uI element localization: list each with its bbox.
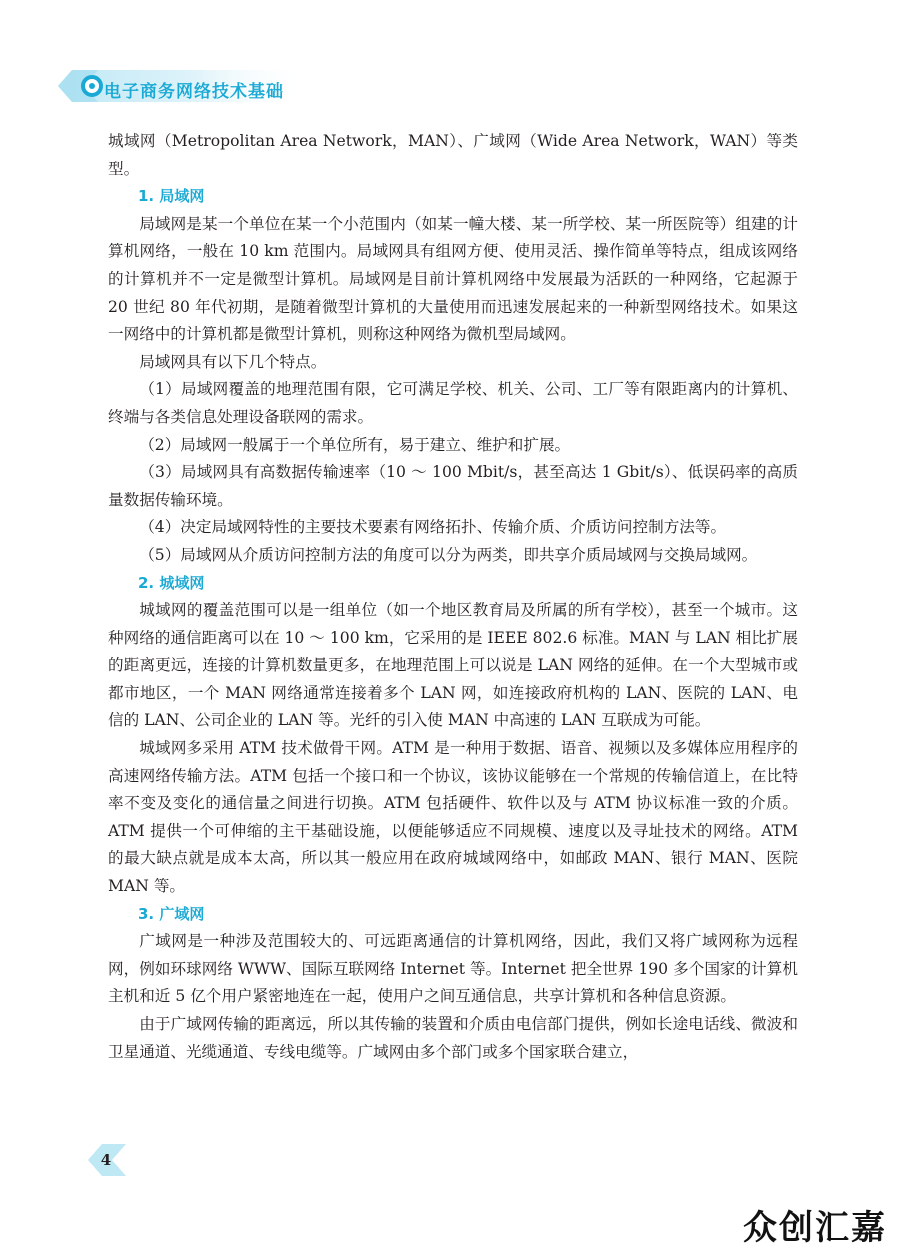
paragraph: 局域网是某一个单位在某一个小范围内（如某一幢大楼、某一所学校、某一所医院等）组建的计算机网络，一般在 10 km 范围内。局域网具有组网方便、使用灵活、操作简单等特点，组成该网络的计算机并不一定是微型计算机。局域网是目前计算机网络中发展最为活跃的一种网络，它起源于 20 世纪 80 年代初期，是随着微型计算机的大量使用而迅速发展起来的一种新型网络技术。如果这一网络中的计算机都是微型计算机，则称这种网络为微机型局域网。 <box>108 214 798 344</box>
list-item: （2）局域网一般属于一个单位所有，易于建立、维护和扩展。 <box>139 435 571 454</box>
section-heading-man: 2. 城域网 <box>138 573 205 592</box>
paragraph: 广域网是一种涉及范围较大的、可远距离通信的计算机网络，因此，我们又将广域网称为远程网，例如环球网络 WWW、国际互联网络 Internet 等。Internet 把全世界 190 多个国家的计算机主机和近 5 亿个用户紧密地连在一起，使用户之间互通信息，共享计算机和各种信息资源。 <box>108 932 798 1006</box>
paragraph: 局域网具有以下几个特点。 <box>139 352 327 371</box>
paragraph: 城域网多采用 ATM 技术做骨干网。ATM 是一种用于数据、语音、视频以及多媒体应用程序的高速网络传输方法。ATM 包括一个接口和一个协议，该协议能够在一个常规的传输信道上，在比特率不变及变化的通信量之间进行切换。ATM 包括硬件、软件以及与 ATM 协议标准一致的介质。ATM 提供一个可伸缩的主干基础设施，以便能够适应不同规模、速度以及寻址技术的网络。ATM 的最大缺点就是成本太高，所以其一般应用在政府城域网络中，如邮政 MAN、银行 MAN、医院 MAN 等。 <box>108 739 798 896</box>
section-heading-wan: 3. 广域网 <box>138 904 205 923</box>
page-number: 4 <box>100 1151 112 1169</box>
list-item: （5）局域网从介质访问控制方法的角度可以分为两类，即共享介质局域网与交换局域网。 <box>139 545 758 564</box>
section-heading-lan: 1. 局域网 <box>138 187 205 206</box>
paragraph: 城域网的覆盖范围可以是一组单位（如一个地区教育局及所属的所有学校），甚至一个城市。这种网络的通信距离可以在 10 ～ 100 km，它采用的是 IEEE 802.6 标准。MAN 与 LAN 相比扩展的距离更远，连接的计算机数量更多，在地理范围上可以说是 LAN 网络的延伸。在一个大型城市或都市地区，一个 MAN 网络通常连接着多个 LAN 网，如连接政府机构的 LAN、医院的 LAN、电信的 LAN、公司企业的 LAN 等。光纤的引入使 MAN 中高速的 LAN 互联成为可能。 <box>108 601 798 730</box>
page-content <box>108 128 798 1066</box>
list-item: （1）局域网覆盖的地理范围有限，它可满足学校、机关、公司、工厂等有限距离内的计算机、终端与各类信息处理设备联网的需求。 <box>108 380 798 426</box>
intro-paragraph: 城域网（Metropolitan Area Network，MAN）、广域网（Wide Area Network，WAN）等类型。 <box>108 132 798 178</box>
list-item: （4）决定局域网特性的主要技术要素有网络拓扑、传输介质、介质访问控制方法等。 <box>139 518 727 537</box>
paragraph: 由于广域网传输的距离远，所以其传输的装置和介质由电信部门提供，例如长途电话线、微波和卫星通道、光缆通道、专线电缆等。广域网由多个部门或多个国家联合建立， <box>108 1015 798 1061</box>
book-title: 电子商务网络技术基础 <box>104 82 284 102</box>
watermark: 众创汇嘉 <box>743 1208 887 1248</box>
list-item: （3）局域网具有高数据传输速率（10 ～ 100 Mbit/s，甚至高达 1 Gbit/s）、低误码率的高质量数据传输环境。 <box>108 463 798 509</box>
